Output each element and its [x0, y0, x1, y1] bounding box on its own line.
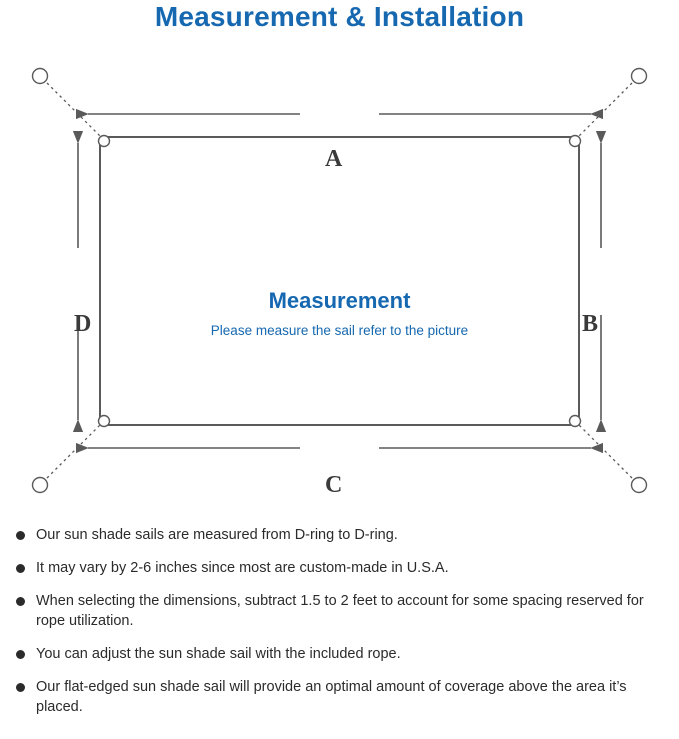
list-item [16, 644, 663, 664]
rope-top-right [578, 83, 632, 137]
list-item [16, 591, 663, 631]
note-text: You can adjust the sun shade sail with the included rope. [36, 646, 401, 662]
note-text: It may vary by 2-6 inches since most are custom-made in U.S.A. [36, 560, 449, 576]
list-item [16, 677, 663, 717]
sail-body [100, 137, 579, 425]
bullet-icon [16, 650, 25, 659]
anchor-point-top-left [33, 69, 48, 84]
dimension-label-b: B [582, 311, 599, 337]
note-text: When selecting the dimensions, subtract 1.5 to 2 feet to account for some spacing reserved for rope utilization. [36, 593, 644, 629]
note-text: Our flat-edged sun shade sail will provide an optimal amount of coverage above the area it’s placed. [36, 679, 627, 715]
rope-top-left [47, 83, 101, 137]
anchor-point-bottom-right [632, 478, 647, 493]
bullet-icon [16, 683, 25, 692]
page-title: Measurement & Installation [154, 1, 525, 32]
bullet-icon [16, 597, 25, 606]
d-ring-bottom-left [99, 416, 110, 427]
d-ring-top-right [570, 136, 581, 147]
dimension-label-a: A [325, 146, 343, 172]
sail-center-subtitle: Please measure the sail refer to the picture [210, 323, 469, 338]
rope-bottom-right [578, 424, 632, 478]
list-item [16, 525, 663, 545]
rope-bottom-left [47, 424, 101, 478]
d-ring-top-left [99, 136, 110, 147]
d-ring-bottom-right [570, 416, 581, 427]
dimension-label-d: D [74, 311, 92, 337]
list-item [16, 558, 663, 578]
sail-center-title: Measurement [268, 288, 411, 313]
dimension-label-c: C [325, 472, 343, 498]
sail-diagram [0, 48, 679, 518]
anchor-point-top-right [632, 69, 647, 84]
sail-diagram-svg [0, 48, 679, 518]
note-text: Our sun shade sails are measured from D-ring to D-ring. [36, 527, 398, 543]
notes-list [0, 525, 679, 730]
bullet-icon [16, 564, 25, 573]
anchor-point-bottom-left [33, 478, 48, 493]
bullet-icon [16, 531, 25, 540]
